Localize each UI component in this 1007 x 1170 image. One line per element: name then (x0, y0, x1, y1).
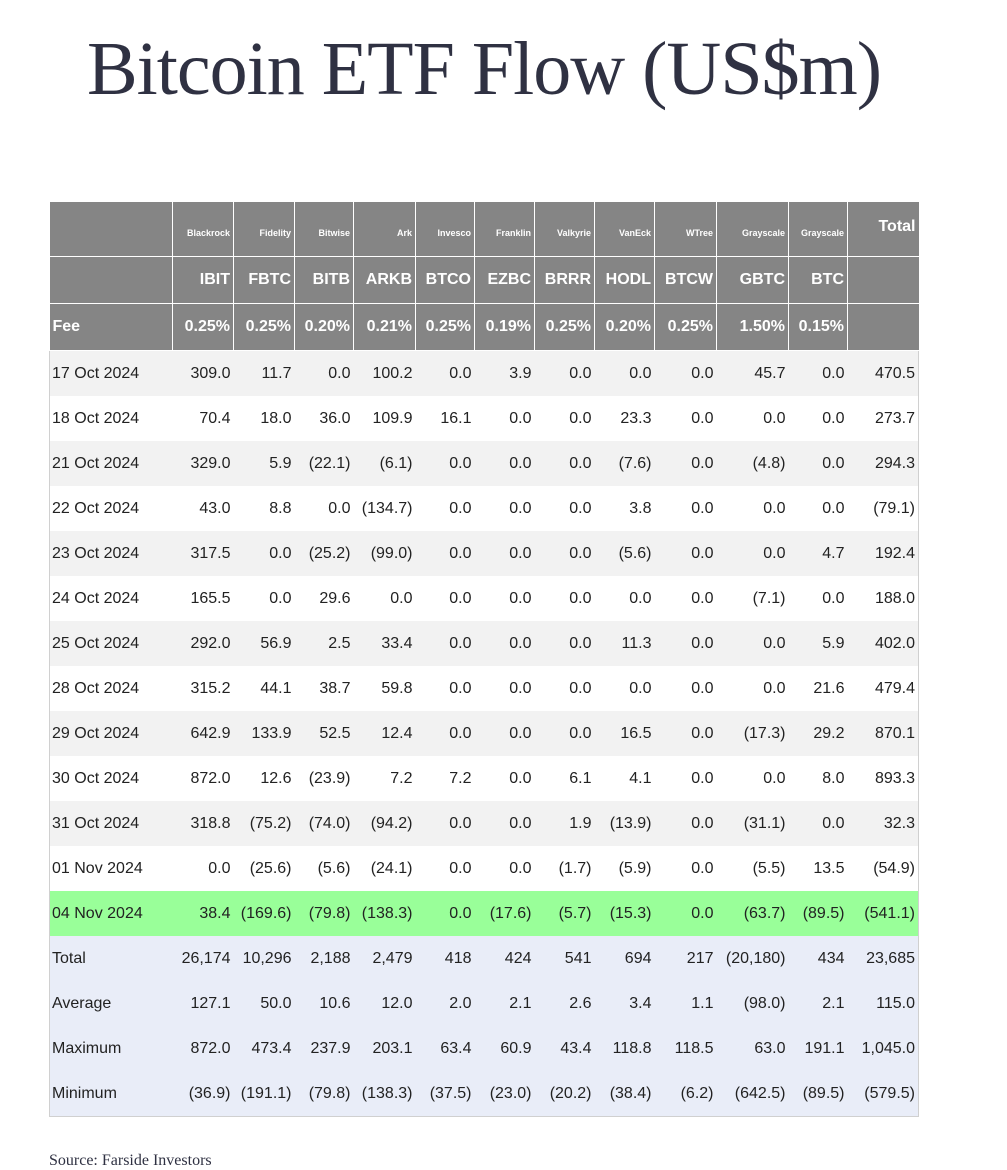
flow-value-cell: 0.0 (416, 351, 475, 397)
flow-value-cell: 0.0 (234, 576, 295, 621)
flow-value-cell: 44.1 (234, 666, 295, 711)
flow-value-cell: 0.0 (295, 351, 354, 397)
table-row (50, 846, 919, 891)
summary-value-cell: (23.0) (475, 1071, 535, 1117)
issuer-header-cell: Grayscale (717, 202, 789, 257)
page-title: Bitcoin ETF Flow (US$m) (86, 27, 882, 111)
flow-value-cell: 6.1 (535, 756, 595, 801)
header-blank-cell (50, 257, 173, 304)
flow-value-cell: 0.0 (595, 576, 655, 621)
table-row (50, 711, 919, 756)
flow-value-cell: 0.0 (475, 486, 535, 531)
flow-value-cell: 0.0 (655, 441, 717, 486)
flow-value-cell: 11.3 (595, 621, 655, 666)
flow-value-cell: 5.9 (234, 441, 295, 486)
flow-value-cell: (138.3) (354, 891, 416, 936)
table-row (50, 396, 919, 441)
ticker-header-cell: BRRR (535, 257, 595, 304)
flow-value-cell: 0.0 (535, 396, 595, 441)
table-row (50, 576, 919, 621)
flow-value-cell: 329.0 (173, 441, 234, 486)
fee-header-cell: 0.25% (535, 304, 595, 351)
flow-value-cell: 0.0 (475, 711, 535, 756)
fee-header-cell: 0.15% (789, 304, 848, 351)
date-cell: 04 Nov 2024 (50, 891, 173, 936)
flow-value-cell: 0.0 (655, 531, 717, 576)
flow-value-cell: 165.5 (173, 576, 234, 621)
summary-value-cell: 63.0 (717, 1026, 789, 1071)
summary-value-cell: 1.1 (655, 981, 717, 1026)
flow-value-cell: (5.7) (535, 891, 595, 936)
flow-value-cell: 0.0 (535, 531, 595, 576)
daily-total-cell: (54.9) (848, 846, 919, 891)
summary-total-cell: (579.5) (848, 1071, 919, 1117)
date-cell: 31 Oct 2024 (50, 801, 173, 846)
flow-value-cell: 0.0 (717, 621, 789, 666)
flow-value-cell: 318.8 (173, 801, 234, 846)
issuer-header-cell: Bitwise (295, 202, 354, 257)
date-cell: 23 Oct 2024 (50, 531, 173, 576)
summary-value-cell: 473.4 (234, 1026, 295, 1071)
flow-value-cell: 52.5 (295, 711, 354, 756)
flow-value-cell: 0.0 (354, 576, 416, 621)
date-cell: 29 Oct 2024 (50, 711, 173, 756)
date-cell: 28 Oct 2024 (50, 666, 173, 711)
flow-value-cell: 0.0 (595, 666, 655, 711)
fee-header-row (50, 304, 919, 351)
fee-header-cell: 0.19% (475, 304, 535, 351)
summary-value-cell: 43.4 (535, 1026, 595, 1071)
summary-value-cell: 26,174 (173, 936, 234, 981)
summary-value-cell: 118.8 (595, 1026, 655, 1071)
flow-value-cell: 0.0 (475, 846, 535, 891)
flow-value-cell: (5.9) (595, 846, 655, 891)
flow-value-cell: 292.0 (173, 621, 234, 666)
flow-value-cell: 0.0 (535, 486, 595, 531)
ticker-header-cell: FBTC (234, 257, 295, 304)
flow-value-cell: 0.0 (173, 846, 234, 891)
flow-value-cell: 317.5 (173, 531, 234, 576)
issuer-header-cell: Fidelity (234, 202, 295, 257)
issuer-header-cell: Blackrock (173, 202, 234, 257)
flow-value-cell: 0.0 (655, 576, 717, 621)
summary-value-cell: (20,180) (717, 936, 789, 981)
flow-value-cell: (5.5) (717, 846, 789, 891)
daily-total-cell: (79.1) (848, 486, 919, 531)
summary-row (50, 936, 919, 981)
summary-value-cell: 217 (655, 936, 717, 981)
summary-value-cell: 2.1 (789, 981, 848, 1026)
flow-value-cell: (24.1) (354, 846, 416, 891)
header-corner-cell (50, 202, 173, 257)
etf-flow-table-container (49, 202, 919, 1117)
table-row (50, 621, 919, 666)
flow-value-cell: 0.0 (416, 621, 475, 666)
daily-total-cell: (541.1) (848, 891, 919, 936)
flow-value-cell: 0.0 (717, 531, 789, 576)
flow-value-cell: 21.6 (789, 666, 848, 711)
etf-flow-table (49, 202, 919, 1117)
flow-value-cell: (134.7) (354, 486, 416, 531)
ticker-header-cell: BTC (789, 257, 848, 304)
summary-label-cell: Average (50, 981, 173, 1026)
source-note: Source: Farside Investors (49, 1152, 212, 1169)
flow-value-cell: 0.0 (789, 576, 848, 621)
summary-value-cell: 63.4 (416, 1026, 475, 1071)
flow-value-cell: 7.2 (354, 756, 416, 801)
total-header-cell: Total (848, 202, 919, 257)
summary-row (50, 981, 919, 1026)
flow-value-cell: 0.0 (655, 891, 717, 936)
ticker-header-cell: BITB (295, 257, 354, 304)
flow-value-cell: 0.0 (655, 621, 717, 666)
summary-value-cell: (642.5) (717, 1071, 789, 1117)
flow-value-cell: 3.8 (595, 486, 655, 531)
header-blank-cell (848, 304, 919, 351)
summary-value-cell: (89.5) (789, 1071, 848, 1117)
flow-value-cell: 315.2 (173, 666, 234, 711)
flow-value-cell: 16.5 (595, 711, 655, 756)
flow-value-cell: 0.0 (789, 486, 848, 531)
flow-value-cell: 0.0 (535, 666, 595, 711)
summary-value-cell: 10.6 (295, 981, 354, 1026)
table-row (50, 486, 919, 531)
flow-value-cell: 642.9 (173, 711, 234, 756)
flow-value-cell: 0.0 (416, 891, 475, 936)
flow-value-cell: 12.6 (234, 756, 295, 801)
flow-value-cell: 59.8 (354, 666, 416, 711)
summary-value-cell: (191.1) (234, 1071, 295, 1117)
flow-value-cell: 0.0 (655, 846, 717, 891)
flow-value-cell: 0.0 (655, 756, 717, 801)
fee-header-cell: 0.25% (173, 304, 234, 351)
summary-row (50, 1071, 919, 1117)
flow-value-cell: 0.0 (416, 711, 475, 756)
summary-value-cell: 872.0 (173, 1026, 234, 1071)
flow-value-cell: 0.0 (535, 576, 595, 621)
summary-value-cell: 127.1 (173, 981, 234, 1026)
flow-value-cell: 1.9 (535, 801, 595, 846)
flow-value-cell: 3.9 (475, 351, 535, 397)
flow-value-cell: 0.0 (655, 486, 717, 531)
flow-value-cell: 56.9 (234, 621, 295, 666)
flow-value-cell: 0.0 (595, 351, 655, 397)
flow-value-cell: 0.0 (655, 396, 717, 441)
flow-value-cell: 11.7 (234, 351, 295, 397)
summary-value-cell: (20.2) (535, 1071, 595, 1117)
flow-value-cell: 872.0 (173, 756, 234, 801)
flow-value-cell: 45.7 (717, 351, 789, 397)
date-cell: 18 Oct 2024 (50, 396, 173, 441)
daily-total-cell: 192.4 (848, 531, 919, 576)
flow-value-cell: 0.0 (717, 396, 789, 441)
table-row-highlighted (50, 891, 919, 936)
flow-value-cell: 43.0 (173, 486, 234, 531)
ticker-header-cell: HODL (595, 257, 655, 304)
flow-value-cell: 13.5 (789, 846, 848, 891)
summary-value-cell: (37.5) (416, 1071, 475, 1117)
flow-value-cell: 0.0 (416, 801, 475, 846)
flow-value-cell: 4.7 (789, 531, 848, 576)
flow-value-cell: 0.0 (475, 441, 535, 486)
flow-value-cell: (79.8) (295, 891, 354, 936)
flow-value-cell: (7.1) (717, 576, 789, 621)
flow-value-cell: 0.0 (416, 486, 475, 531)
flow-value-cell: 0.0 (655, 711, 717, 756)
table-row (50, 756, 919, 801)
flow-value-cell: 0.0 (416, 441, 475, 486)
table-row (50, 441, 919, 486)
flow-value-cell: 0.0 (475, 396, 535, 441)
summary-total-cell: 1,045.0 (848, 1026, 919, 1071)
issuer-header-cell: Grayscale (789, 202, 848, 257)
ticker-header-cell: EZBC (475, 257, 535, 304)
flow-value-cell: 38.7 (295, 666, 354, 711)
flow-value-cell: (17.6) (475, 891, 535, 936)
flow-value-cell: 8.0 (789, 756, 848, 801)
ticker-header-cell: BTCO (416, 257, 475, 304)
flow-value-cell: 0.0 (475, 756, 535, 801)
flow-value-cell: 0.0 (234, 531, 295, 576)
flow-value-cell: (6.1) (354, 441, 416, 486)
flow-value-cell: (25.6) (234, 846, 295, 891)
ticker-header-cell: GBTC (717, 257, 789, 304)
summary-label-cell: Maximum (50, 1026, 173, 1071)
table-row (50, 351, 919, 397)
date-cell: 22 Oct 2024 (50, 486, 173, 531)
flow-value-cell: 109.9 (354, 396, 416, 441)
flow-value-cell: 0.0 (416, 531, 475, 576)
flow-value-cell: 12.4 (354, 711, 416, 756)
summary-value-cell: 12.0 (354, 981, 416, 1026)
summary-value-cell: (36.9) (173, 1071, 234, 1117)
flow-value-cell: 0.0 (789, 351, 848, 397)
flow-value-cell: (75.2) (234, 801, 295, 846)
daily-total-cell: 32.3 (848, 801, 919, 846)
issuer-header-cell: Franklin (475, 202, 535, 257)
summary-value-cell: 434 (789, 936, 848, 981)
issuer-header-cell: Ark (354, 202, 416, 257)
flow-value-cell: 29.6 (295, 576, 354, 621)
flow-value-cell: 0.0 (416, 666, 475, 711)
daily-total-cell: 470.5 (848, 351, 919, 397)
flow-value-cell: (22.1) (295, 441, 354, 486)
summary-row (50, 1026, 919, 1071)
flow-value-cell: 0.0 (535, 621, 595, 666)
date-cell: 01 Nov 2024 (50, 846, 173, 891)
summary-value-cell: 10,296 (234, 936, 295, 981)
summary-value-cell: 60.9 (475, 1026, 535, 1071)
flow-value-cell: 0.0 (655, 801, 717, 846)
issuer-header-cell: VanEck (595, 202, 655, 257)
summary-value-cell: 541 (535, 936, 595, 981)
flow-value-cell: 0.0 (789, 441, 848, 486)
flow-value-cell: 0.0 (717, 486, 789, 531)
issuer-header-cell: Valkyrie (535, 202, 595, 257)
ticker-header-cell: IBIT (173, 257, 234, 304)
daily-total-cell: 402.0 (848, 621, 919, 666)
summary-value-cell: 3.4 (595, 981, 655, 1026)
flow-value-cell: (89.5) (789, 891, 848, 936)
flow-value-cell: 0.0 (535, 441, 595, 486)
flow-value-cell: 18.0 (234, 396, 295, 441)
flow-value-cell: 0.0 (789, 396, 848, 441)
flow-value-cell: (7.6) (595, 441, 655, 486)
fee-label-cell: Fee (50, 304, 173, 351)
summary-value-cell: 694 (595, 936, 655, 981)
date-cell: 25 Oct 2024 (50, 621, 173, 666)
summary-value-cell: (138.3) (354, 1071, 416, 1117)
fee-header-cell: 0.20% (595, 304, 655, 351)
flow-value-cell: (5.6) (295, 846, 354, 891)
summary-value-cell: 2.1 (475, 981, 535, 1026)
flow-value-cell: (31.1) (717, 801, 789, 846)
flow-value-cell: 5.9 (789, 621, 848, 666)
flow-value-cell: (17.3) (717, 711, 789, 756)
flow-value-cell: 0.0 (475, 801, 535, 846)
flow-value-cell: 0.0 (416, 846, 475, 891)
flow-value-cell: (13.9) (595, 801, 655, 846)
flow-value-cell: 0.0 (789, 801, 848, 846)
fee-header-cell: 0.21% (354, 304, 416, 351)
ticker-header-cell: BTCW (655, 257, 717, 304)
flow-value-cell: 23.3 (595, 396, 655, 441)
daily-total-cell: 273.7 (848, 396, 919, 441)
issuer-header-cell: WTree (655, 202, 717, 257)
flow-value-cell: 29.2 (789, 711, 848, 756)
flow-value-cell: (94.2) (354, 801, 416, 846)
fee-header-cell: 0.25% (234, 304, 295, 351)
summary-value-cell: (98.0) (717, 981, 789, 1026)
summary-value-cell: 2.6 (535, 981, 595, 1026)
date-cell: 17 Oct 2024 (50, 351, 173, 397)
table-row (50, 666, 919, 711)
summary-value-cell: 424 (475, 936, 535, 981)
flow-value-cell: 0.0 (475, 666, 535, 711)
flow-value-cell: 0.0 (535, 351, 595, 397)
flow-value-cell: (23.9) (295, 756, 354, 801)
flow-value-cell: (15.3) (595, 891, 655, 936)
summary-total-cell: 23,685 (848, 936, 919, 981)
flow-value-cell: 8.8 (234, 486, 295, 531)
summary-label-cell: Total (50, 936, 173, 981)
date-cell: 21 Oct 2024 (50, 441, 173, 486)
flow-value-cell: (25.2) (295, 531, 354, 576)
flow-value-cell: 0.0 (535, 711, 595, 756)
summary-value-cell: (6.2) (655, 1071, 717, 1117)
summary-value-cell: 2,188 (295, 936, 354, 981)
flow-value-cell: 0.0 (717, 666, 789, 711)
fee-header-cell: 0.25% (655, 304, 717, 351)
summary-value-cell: 118.5 (655, 1026, 717, 1071)
flow-value-cell: 133.9 (234, 711, 295, 756)
daily-total-cell: 479.4 (848, 666, 919, 711)
table-row (50, 801, 919, 846)
daily-total-cell: 294.3 (848, 441, 919, 486)
flow-value-cell: 0.0 (475, 576, 535, 621)
summary-label-cell: Minimum (50, 1071, 173, 1117)
daily-total-cell: 870.1 (848, 711, 919, 756)
summary-value-cell: 237.9 (295, 1026, 354, 1071)
fee-header-cell: 0.20% (295, 304, 354, 351)
flow-value-cell: 100.2 (354, 351, 416, 397)
flow-value-cell: (5.6) (595, 531, 655, 576)
header-blank-cell (848, 257, 919, 304)
fee-header-cell: 0.25% (416, 304, 475, 351)
flow-value-cell: 38.4 (173, 891, 234, 936)
daily-total-cell: 893.3 (848, 756, 919, 801)
flow-value-cell: 0.0 (655, 351, 717, 397)
flow-value-cell: 0.0 (416, 576, 475, 621)
flow-value-cell: 7.2 (416, 756, 475, 801)
flow-value-cell: 309.0 (173, 351, 234, 397)
flow-value-cell: 2.5 (295, 621, 354, 666)
flow-value-cell: 0.0 (295, 486, 354, 531)
summary-value-cell: (38.4) (595, 1071, 655, 1117)
date-cell: 24 Oct 2024 (50, 576, 173, 621)
summary-value-cell: 191.1 (789, 1026, 848, 1071)
summary-value-cell: 203.1 (354, 1026, 416, 1071)
flow-value-cell: 4.1 (595, 756, 655, 801)
summary-value-cell: 2,479 (354, 936, 416, 981)
fee-header-cell: 1.50% (717, 304, 789, 351)
summary-value-cell: (79.8) (295, 1071, 354, 1117)
issuer-header-cell: Invesco (416, 202, 475, 257)
flow-value-cell: (4.8) (717, 441, 789, 486)
flow-value-cell: 36.0 (295, 396, 354, 441)
flow-value-cell: (169.6) (234, 891, 295, 936)
date-cell: 30 Oct 2024 (50, 756, 173, 801)
flow-value-cell: (63.7) (717, 891, 789, 936)
ticker-header-cell: ARKB (354, 257, 416, 304)
daily-total-cell: 188.0 (848, 576, 919, 621)
flow-value-cell: 0.0 (475, 531, 535, 576)
flow-value-cell: (1.7) (535, 846, 595, 891)
ticker-header-row (50, 257, 919, 304)
flow-value-cell: 0.0 (475, 621, 535, 666)
summary-total-cell: 115.0 (848, 981, 919, 1026)
summary-value-cell: 2.0 (416, 981, 475, 1026)
flow-value-cell: 0.0 (717, 756, 789, 801)
flow-value-cell: 16.1 (416, 396, 475, 441)
flow-value-cell: (74.0) (295, 801, 354, 846)
issuer-header-row (50, 202, 919, 257)
flow-value-cell: 33.4 (354, 621, 416, 666)
flow-value-cell: 0.0 (655, 666, 717, 711)
flow-value-cell: 70.4 (173, 396, 234, 441)
summary-value-cell: 50.0 (234, 981, 295, 1026)
table-row (50, 531, 919, 576)
summary-value-cell: 418 (416, 936, 475, 981)
flow-value-cell: (99.0) (354, 531, 416, 576)
